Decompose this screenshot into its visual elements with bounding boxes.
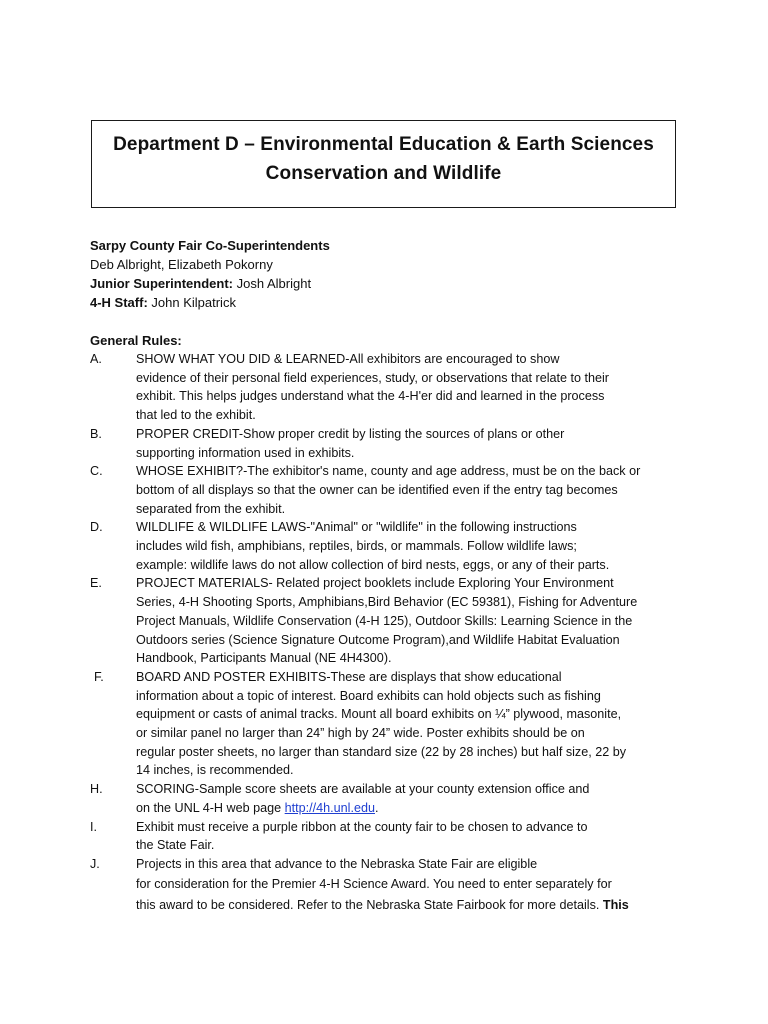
rule-line: Series, 4-H Shooting Sports, Amphibians,Bird Behavior (EC 59381), Fishing for Adventure — [136, 595, 638, 610]
rule-a — [90, 350, 685, 425]
rule-line: regular poster sheets, no larger than standard size (22 by 28 inches) but half size, 22 by — [136, 744, 627, 759]
rule-letter: J. — [90, 856, 100, 871]
rule-line: separated from the exhibit. — [136, 501, 286, 516]
rule-line: SHOW WHAT YOU DID & LEARNED-All exhibitors are encouraged to show — [136, 352, 560, 366]
staff-line — [90, 293, 330, 312]
rule-line: Handbook, Participants Manual (NE 4H4300). — [136, 651, 392, 666]
rule-line: that led to the exhibit. — [136, 408, 256, 423]
rule-line: example: wildlife laws do not allow collection of bird nests, eggs, or any of their parts. — [136, 557, 610, 572]
rule-letter: F. — [94, 669, 104, 684]
rule-line: WHOSE EXHIBIT?-The exhibitor's name, county and age address, must be on the back or — [136, 464, 641, 479]
co-superintendents-heading: Sarpy County Fair Co-Superintendents — [90, 238, 330, 253]
rules-list — [90, 350, 685, 916]
junior-superintendent-name: Josh Albright — [236, 276, 312, 291]
title-line-2: Conservation and Wildlife — [265, 163, 502, 184]
co-superintendent-names: Deb Albright, Elizabeth Pokorny — [90, 257, 273, 272]
rule-j — [90, 855, 685, 916]
rule-letter: A. — [90, 352, 102, 366]
rule-line: evidence of their personal field experiences, study, or observations that relate to their — [136, 370, 609, 385]
rule-line-text: this award to be considered. Refer to the Nebraska State Fairbook for more details. — [136, 897, 600, 912]
rule-line: WILDLIFE & WILDLIFE LAWS-"Animal" or "wildlife" in the following instructions — [136, 520, 577, 535]
rule-line: supporting information used in exhibits. — [136, 445, 355, 460]
rule-letter: C. — [90, 464, 103, 479]
rule-line-bold-text: This — [602, 897, 629, 912]
general-rules-heading: General Rules: — [90, 333, 182, 348]
rule-line: for consideration for the Premier 4-H Science Award. You need to enter separately for — [136, 876, 612, 891]
rule-line: exhibit. This helps judges understand what the 4-H'er did and learned in the process — [136, 389, 605, 404]
rule-b — [90, 425, 685, 462]
rule-letter: I. — [90, 819, 97, 834]
unl-4h-web-link[interactable]: http://4h.unl.edu — [284, 800, 375, 815]
junior-superintendent-label: Junior Superintendent: — [90, 276, 233, 291]
rule-line: equipment or casts of animal tracks. Mount all board exhibits on ¼” plywood, masonite, — [136, 707, 622, 722]
rule-c — [90, 462, 685, 518]
rule-line — [136, 799, 685, 818]
rule-line: information about a topic of interest. Board exhibits can hold objects such as fishing — [136, 688, 601, 703]
rule-letter: D. — [90, 520, 103, 535]
rule-line: includes wild fish, amphibians, reptiles, birds, or mammals. Follow wildlife laws; — [136, 539, 577, 554]
junior-superintendent-line — [90, 274, 330, 293]
rule-letter: H. — [90, 782, 103, 797]
title-line-1: Department D – Environmental Education & Earth Sciences — [113, 134, 654, 155]
rule-line: SCORING-Sample score sheets are available at your county extension office and — [136, 782, 590, 797]
staff-label: 4-H Staff: — [90, 295, 148, 310]
rule-line: bottom of all displays so that the owner can be identified even if the entry tag becomes — [136, 482, 618, 497]
rule-line: Project Manuals, Wildlife Conservation (4-H 125), Outdoor Skills: Learning Science in the — [136, 613, 633, 628]
rule-line: the State Fair. — [136, 838, 215, 853]
rule-line-suffix: . — [374, 800, 379, 815]
title-box — [91, 120, 676, 208]
rule-line: Outdoors series (Science Signature Outcome Program),and Wildlife Habitat Evaluation — [136, 632, 620, 647]
rule-f — [90, 668, 685, 780]
rule-line: PROJECT MATERIALS- Related project booklets include Exploring Your Environment — [136, 576, 614, 591]
rule-i — [90, 818, 685, 855]
rule-line: Exhibit must receive a purple ribbon at the county fair to be chosen to advance to — [136, 819, 588, 834]
rule-line: BOARD AND POSTER EXHIBITS-These are displays that show educational — [136, 669, 562, 684]
rule-line — [136, 895, 685, 916]
rule-h — [90, 780, 685, 817]
staff-name: John Kilpatrick — [151, 295, 236, 310]
rule-line-prefix: on the UNL 4-H web page — [136, 800, 285, 815]
rule-d — [90, 518, 685, 574]
rule-letter: B. — [90, 426, 102, 441]
rule-line: PROPER CREDIT-Show proper credit by listing the sources of plans or other — [136, 426, 565, 441]
rule-letter: E. — [90, 576, 102, 591]
staff-block — [90, 236, 330, 312]
rule-line: 14 inches, is recommended. — [136, 763, 294, 778]
rule-line: or similar panel no larger than 24” high by 24” wide. Poster exhibits should be on — [136, 726, 585, 741]
rule-e — [90, 574, 685, 668]
rule-line: Projects in this area that advance to the Nebraska State Fair are eligible — [136, 856, 538, 871]
